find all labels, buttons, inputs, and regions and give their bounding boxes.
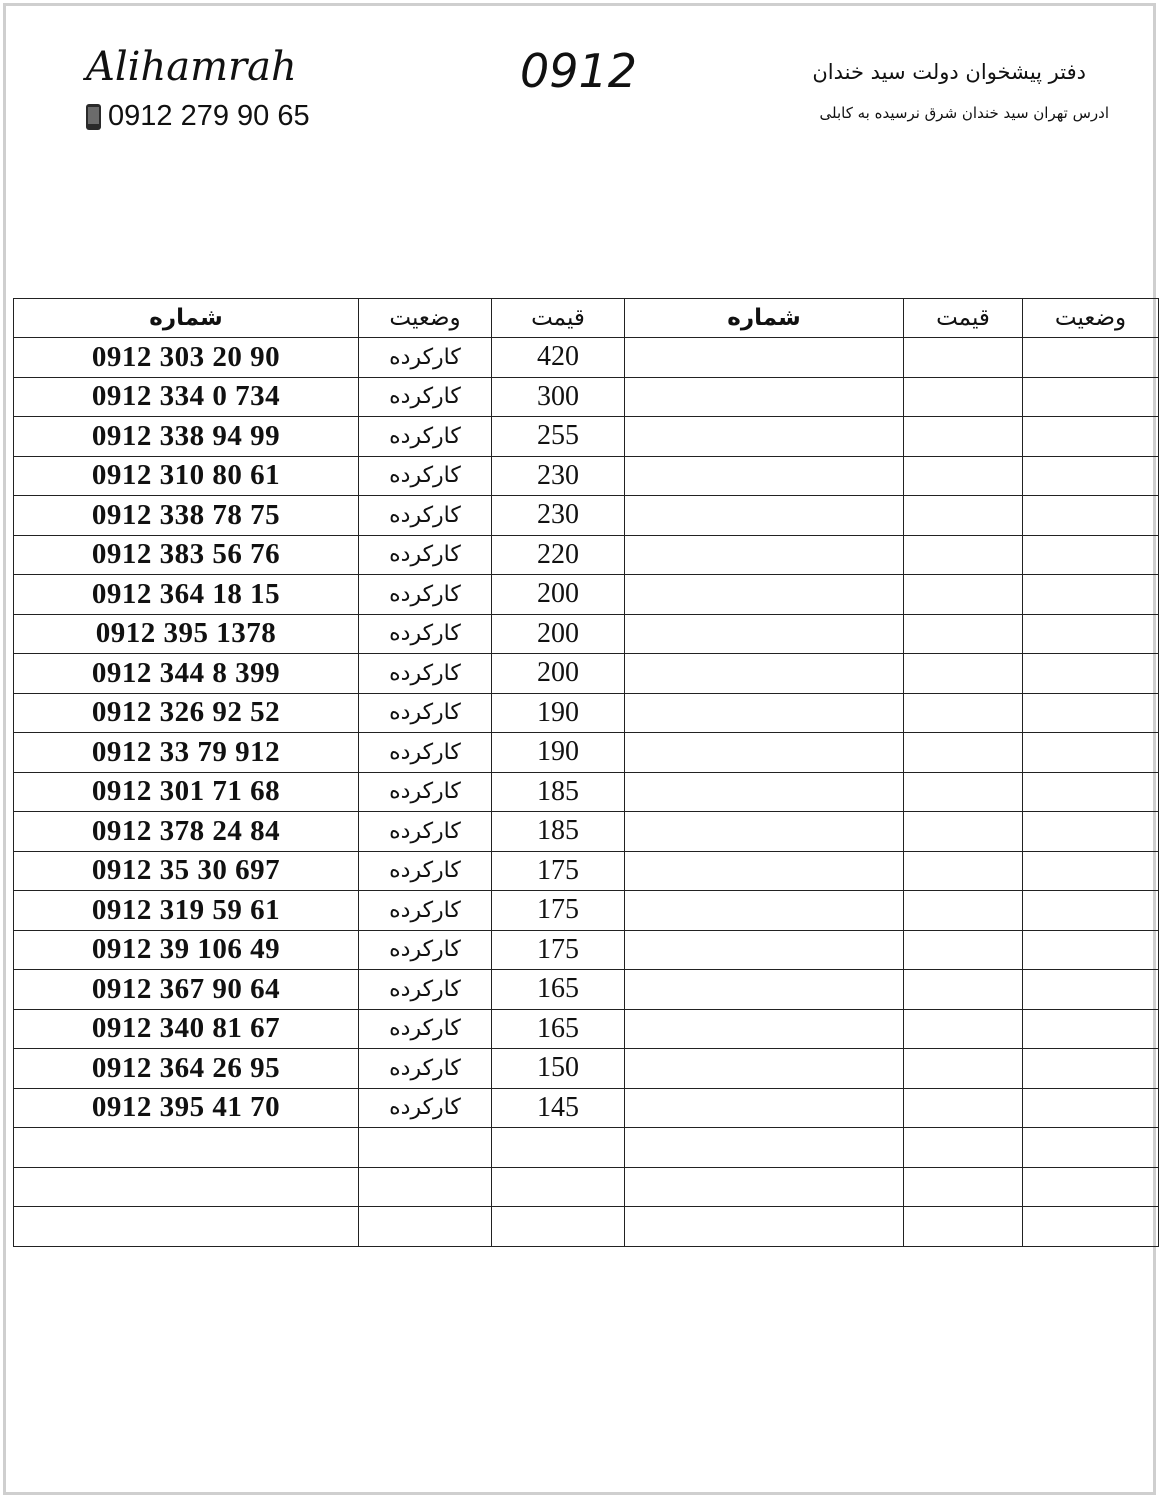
number-prefix-title: 0912 xyxy=(520,44,638,98)
contact-phone-number: 0912 279 90 65 xyxy=(108,100,310,132)
phone-number-cell xyxy=(14,1167,359,1207)
status-cell: کارکرده xyxy=(359,614,492,654)
status-cell xyxy=(359,1207,492,1247)
status-cell-2 xyxy=(1023,1128,1159,1168)
phone-number-cell: 0912 344 8 399 xyxy=(14,654,359,694)
phone-number-cell-2 xyxy=(625,417,904,457)
table-row xyxy=(14,1009,1159,1049)
status-cell: کارکرده xyxy=(359,1009,492,1049)
phone-number-cell: 0912 367 90 64 xyxy=(14,970,359,1010)
phone-number-cell-2 xyxy=(625,693,904,733)
header-number-2: شماره xyxy=(625,299,904,338)
phone-number-cell: 0912 364 26 95 xyxy=(14,1049,359,1089)
phone-number-cell-2 xyxy=(625,930,904,970)
price-cell-2 xyxy=(904,772,1023,812)
table-row xyxy=(14,417,1159,457)
price-cell xyxy=(492,1128,625,1168)
status-cell-2 xyxy=(1023,338,1159,378)
price-cell: 175 xyxy=(492,930,625,970)
status-cell: کارکرده xyxy=(359,851,492,891)
status-cell: کارکرده xyxy=(359,772,492,812)
price-cell-2 xyxy=(904,930,1023,970)
phone-number-cell xyxy=(14,1128,359,1168)
phone-number-cell: 0912 33 79 912 xyxy=(14,733,359,773)
table-header-row xyxy=(14,299,1159,338)
header-status: وضعیت xyxy=(359,299,492,338)
header-number: شماره xyxy=(14,299,359,338)
price-cell: 200 xyxy=(492,575,625,615)
price-cell-2 xyxy=(904,614,1023,654)
price-cell: 185 xyxy=(492,772,625,812)
table-row xyxy=(14,1088,1159,1128)
brand-signature: Alihamrah xyxy=(86,44,297,90)
price-cell-2 xyxy=(904,1049,1023,1089)
phone-number-cell: 0912 326 92 52 xyxy=(14,693,359,733)
price-cell: 175 xyxy=(492,851,625,891)
phone-number-cell: 0912 364 18 15 xyxy=(14,575,359,615)
table-row xyxy=(14,693,1159,733)
phone-number-cell xyxy=(14,1207,359,1247)
table-row xyxy=(14,970,1159,1010)
table-row xyxy=(14,1167,1159,1207)
status-cell: کارکرده xyxy=(359,930,492,970)
table-row xyxy=(14,1207,1159,1247)
table-row xyxy=(14,575,1159,615)
status-cell: کارکرده xyxy=(359,496,492,536)
phone-number-cell: 0912 378 24 84 xyxy=(14,812,359,852)
phone-number-cell: 0912 395 1378 xyxy=(14,614,359,654)
price-cell: 420 xyxy=(492,338,625,378)
table-row xyxy=(14,535,1159,575)
phone-number-cell-2 xyxy=(625,654,904,694)
status-cell-2 xyxy=(1023,812,1159,852)
phone-number-cell: 0912 310 80 61 xyxy=(14,456,359,496)
price-cell: 185 xyxy=(492,812,625,852)
phone-number-cell: 0912 338 78 75 xyxy=(14,496,359,536)
status-cell-2 xyxy=(1023,496,1159,536)
status-cell: کارکرده xyxy=(359,733,492,773)
contact-phone xyxy=(86,100,310,133)
status-cell: کارکرده xyxy=(359,654,492,694)
phone-number-cell-2 xyxy=(625,614,904,654)
price-cell-2 xyxy=(904,1009,1023,1049)
price-table xyxy=(13,298,1159,1247)
status-cell-2 xyxy=(1023,693,1159,733)
status-cell-2 xyxy=(1023,654,1159,694)
status-cell-2 xyxy=(1023,535,1159,575)
phone-number-cell-2 xyxy=(625,1128,904,1168)
status-cell-2 xyxy=(1023,1207,1159,1247)
phone-number-cell: 0912 301 71 68 xyxy=(14,772,359,812)
phone-number-cell-2 xyxy=(625,851,904,891)
status-cell-2 xyxy=(1023,1167,1159,1207)
price-cell-2 xyxy=(904,417,1023,457)
price-cell: 200 xyxy=(492,614,625,654)
status-cell-2 xyxy=(1023,377,1159,417)
price-cell: 220 xyxy=(492,535,625,575)
phone-number-cell-2 xyxy=(625,575,904,615)
price-cell-2 xyxy=(904,338,1023,378)
phone-number-cell: 0912 383 56 76 xyxy=(14,535,359,575)
phone-number-cell: 0912 39 106 49 xyxy=(14,930,359,970)
phone-number-cell-2 xyxy=(625,1207,904,1247)
phone-number-cell-2 xyxy=(625,377,904,417)
status-cell: کارکرده xyxy=(359,417,492,457)
phone-number-cell-2 xyxy=(625,456,904,496)
price-cell-2 xyxy=(904,1167,1023,1207)
price-cell: 300 xyxy=(492,377,625,417)
price-cell-2 xyxy=(904,733,1023,773)
table-row xyxy=(14,456,1159,496)
status-cell-2 xyxy=(1023,733,1159,773)
table-row xyxy=(14,1128,1159,1168)
status-cell: کارکرده xyxy=(359,456,492,496)
status-cell: کارکرده xyxy=(359,812,492,852)
price-cell-2 xyxy=(904,891,1023,931)
status-cell: کارکرده xyxy=(359,693,492,733)
phone-number-cell-2 xyxy=(625,891,904,931)
status-cell: کارکرده xyxy=(359,575,492,615)
phone-number-cell-2 xyxy=(625,496,904,536)
price-cell-2 xyxy=(904,456,1023,496)
status-cell xyxy=(359,1128,492,1168)
header-status-2: وضعیت xyxy=(1023,299,1159,338)
status-cell: کارکرده xyxy=(359,1049,492,1089)
office-name: دفتر پیشخوان دولت سید خندان xyxy=(812,60,1086,84)
price-cell-2 xyxy=(904,1128,1023,1168)
price-cell-2 xyxy=(904,970,1023,1010)
price-cell: 190 xyxy=(492,693,625,733)
price-cell: 150 xyxy=(492,1049,625,1089)
price-cell-2 xyxy=(904,535,1023,575)
status-cell: کارکرده xyxy=(359,338,492,378)
table-row xyxy=(14,851,1159,891)
status-cell-2 xyxy=(1023,851,1159,891)
phone-number-cell-2 xyxy=(625,535,904,575)
status-cell-2 xyxy=(1023,614,1159,654)
price-cell-2 xyxy=(904,575,1023,615)
price-cell: 145 xyxy=(492,1088,625,1128)
price-cell: 255 xyxy=(492,417,625,457)
table-row xyxy=(14,654,1159,694)
phone-number-cell-2 xyxy=(625,1088,904,1128)
phone-number-cell: 0912 340 81 67 xyxy=(14,1009,359,1049)
table-row xyxy=(14,1049,1159,1089)
header-price: قیمت xyxy=(492,299,625,338)
status-cell-2 xyxy=(1023,772,1159,812)
status-cell: کارکرده xyxy=(359,891,492,931)
status-cell-2 xyxy=(1023,575,1159,615)
header-price-2: قیمت xyxy=(904,299,1023,338)
status-cell xyxy=(359,1167,492,1207)
phone-number-cell: 0912 319 59 61 xyxy=(14,891,359,931)
phone-number-cell-2 xyxy=(625,1167,904,1207)
table-row xyxy=(14,733,1159,773)
price-cell xyxy=(492,1167,625,1207)
price-cell: 230 xyxy=(492,496,625,536)
table-row xyxy=(14,772,1159,812)
price-cell-2 xyxy=(904,693,1023,733)
status-cell-2 xyxy=(1023,930,1159,970)
table-row xyxy=(14,377,1159,417)
phone-number-cell: 0912 395 41 70 xyxy=(14,1088,359,1128)
phone-number-cell: 0912 334 0 734 xyxy=(14,377,359,417)
price-cell-2 xyxy=(904,1088,1023,1128)
status-cell-2 xyxy=(1023,456,1159,496)
table-row xyxy=(14,812,1159,852)
status-cell-2 xyxy=(1023,891,1159,931)
status-cell-2 xyxy=(1023,417,1159,457)
table-row xyxy=(14,614,1159,654)
phone-number-cell: 0912 303 20 90 xyxy=(14,338,359,378)
phone-number-cell-2 xyxy=(625,970,904,1010)
price-cell-2 xyxy=(904,496,1023,536)
table-row xyxy=(14,891,1159,931)
office-address: ادرس تهران سید خندان شرق نرسیده به کابلی xyxy=(819,104,1109,122)
phone-number-cell-2 xyxy=(625,812,904,852)
status-cell-2 xyxy=(1023,1088,1159,1128)
table-row xyxy=(14,338,1159,378)
phone-number-cell-2 xyxy=(625,733,904,773)
price-cell: 165 xyxy=(492,970,625,1010)
price-cell: 190 xyxy=(492,733,625,773)
table-row xyxy=(14,496,1159,536)
phone-number-cell-2 xyxy=(625,338,904,378)
status-cell: کارکرده xyxy=(359,970,492,1010)
mobile-phone-icon xyxy=(86,104,101,130)
status-cell-2 xyxy=(1023,970,1159,1010)
table-body xyxy=(14,338,1159,1247)
price-cell: 175 xyxy=(492,891,625,931)
price-cell: 200 xyxy=(492,654,625,694)
status-cell-2 xyxy=(1023,1009,1159,1049)
phone-number-cell-2 xyxy=(625,1009,904,1049)
price-cell-2 xyxy=(904,1207,1023,1247)
price-cell-2 xyxy=(904,812,1023,852)
table-row xyxy=(14,930,1159,970)
price-cell: 165 xyxy=(492,1009,625,1049)
status-cell: کارکرده xyxy=(359,1088,492,1128)
price-cell xyxy=(492,1207,625,1247)
status-cell: کارکرده xyxy=(359,377,492,417)
status-cell: کارکرده xyxy=(359,535,492,575)
status-cell-2 xyxy=(1023,1049,1159,1089)
price-cell-2 xyxy=(904,654,1023,694)
phone-number-cell-2 xyxy=(625,772,904,812)
phone-number-cell: 0912 35 30 697 xyxy=(14,851,359,891)
phone-number-cell-2 xyxy=(625,1049,904,1089)
price-cell-2 xyxy=(904,851,1023,891)
price-cell: 230 xyxy=(492,456,625,496)
price-cell-2 xyxy=(904,377,1023,417)
phone-number-cell: 0912 338 94 99 xyxy=(14,417,359,457)
